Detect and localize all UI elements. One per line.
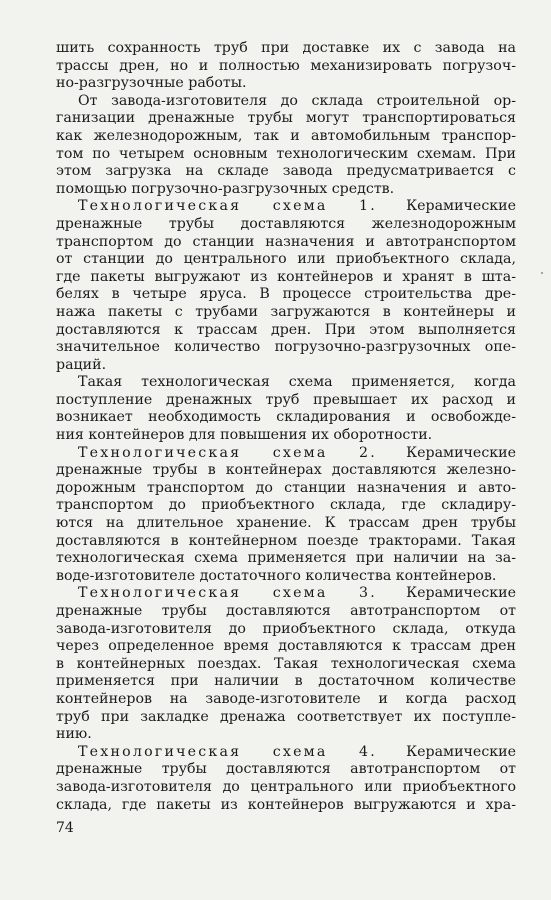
paragraph [56, 198, 516, 374]
text-line: дорожным транспортом до станции назначения и авто- [56, 479, 516, 496]
text-line: дренажные трубы доставляются железнодорожным [56, 215, 516, 232]
text-line: дренажные трубы в контейнерах доставляются железно- [56, 462, 516, 479]
text-line: контейнеров на заводе-изготовителе и когда расход [56, 690, 516, 707]
text-line: белях в четыре яруса. В процессе строительства дре- [56, 286, 516, 303]
paragraph [56, 744, 516, 814]
text-line: как железнодорожным, так и автомобильным транспор- [56, 127, 516, 144]
text-line [56, 198, 516, 216]
text-line: ния контейнеров для повышения их оборотности. [56, 427, 433, 444]
text-line: транспортом до станции назначения и автотранспортом [56, 233, 516, 250]
text-line: технологическая схема применяется при наличии на за- [56, 550, 516, 567]
page-body [56, 40, 516, 814]
paragraph [56, 445, 516, 586]
scheme-heading: Технологическая схема 2. [78, 444, 377, 461]
text-line: ганизации дренажные трубы могут транспортироваться [56, 110, 516, 127]
text-line: От завода-изготовителя до склада строительной ор- [78, 92, 516, 109]
text-line: труб при закладке дренажа соответствует их поступле- [56, 708, 516, 725]
text-line [56, 445, 516, 463]
text-line: нию. [56, 726, 92, 743]
scheme-heading: Технологическая схема 4. [78, 743, 377, 760]
text-line: том по четырем основным технологическим схемам. При [56, 145, 516, 162]
text-line: но-разгрузочные работы. [56, 75, 247, 92]
text-line: где пакеты выгружают из контейнеров и хранят в шта- [56, 268, 516, 285]
text-line: через определенное время доставляются к трассам дрен [56, 638, 516, 655]
scan-speck [541, 272, 543, 274]
text-line: доставляются в контейнерном поезде тракторами. Такая [56, 532, 516, 549]
text-line: от станции до центрального или приобъектного склада, [56, 251, 516, 268]
text-line: нажа пакеты с трубами загружаются в контейнеры и [56, 303, 516, 320]
text-line: шить сохранность труб при доставке их с завода на [56, 40, 516, 56]
text-line: транспортом до приобъектного склада, где складиру- [56, 497, 516, 514]
text-line: раций. [56, 356, 107, 373]
paragraph [56, 374, 516, 444]
scheme-heading: Технологическая схема 1. [78, 198, 377, 215]
text-line: возникает необходимость складирования и освобожде- [56, 409, 516, 426]
text-line: помощью погрузочно-разгрузочных средств. [56, 180, 395, 197]
line-text: Керамические [376, 444, 516, 461]
paragraph [56, 93, 516, 199]
text-line: в контейнерных поездах. Такая технологическая схема [56, 655, 516, 672]
text-line [56, 744, 516, 762]
text-line: доставляются к трассам дрен. При этом выполняется [56, 321, 516, 338]
text-line: Такая технологическая схема применяется, когда [78, 374, 516, 391]
text-line: завода-изготовителя до центрального или приобъектного [56, 778, 516, 795]
text-line: поступление дренажных труб превышает их расход и [56, 391, 516, 408]
line-text: Керамические [376, 585, 516, 602]
text-line: ются на длительное хранение. К трассам дрен трубы [56, 515, 516, 532]
text-line: дренажные трубы доставляются автотранспортом от [56, 761, 516, 778]
text-line: применяется при наличии в достаточном количестве [56, 673, 516, 690]
line-text: Керамические [376, 198, 516, 215]
text-line: дренажные трубы доставляются автотранспортом от [56, 603, 516, 619]
text-line: воде-изготовителе достаточного количества контейнеров. [56, 567, 497, 584]
page-number: 74 [56, 820, 74, 836]
text-line: завода-изготовителя до приобъектного склада, откуда [56, 620, 516, 637]
paragraph [56, 40, 516, 93]
text-line: этом загрузка на складе завода предусматривается с [56, 163, 516, 180]
text-line: значительное количество погрузочно-разгрузочных опе- [56, 339, 516, 356]
paragraph [56, 585, 516, 743]
line-text: Керамические [376, 743, 516, 760]
scheme-heading: Технологическая схема 3. [78, 585, 377, 602]
text-line [56, 585, 516, 603]
text-line: трассы дрен, но и полностью механизировать погрузоч- [56, 57, 516, 74]
text-line: склада, где пакеты из контейнеров выгружаются и хра- [56, 796, 516, 813]
